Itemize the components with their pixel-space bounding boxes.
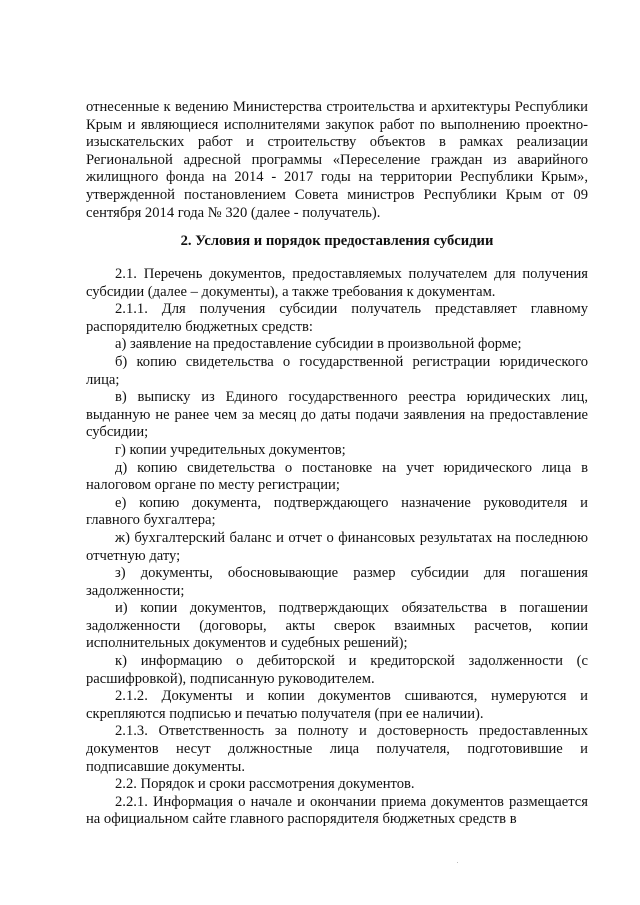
section-body — [86, 266, 588, 829]
list-item-a: а) заявление на предоставление субсидии в произвольной форме; — [115, 336, 522, 353]
intro-line: утвержденной постановлением Совета министров Республики Крым — [86, 186, 542, 203]
section-heading: 2. Условия и порядок предоставления субсидии — [180, 233, 494, 249]
scan-speck — [457, 862, 458, 863]
intro-paragraph — [86, 99, 588, 222]
list-item-i: и) копии документов, подтверждающих обязательства в погашении задолженности (договоры, акты сверок взаимных расчетов, копии исполнительных документов и судебных решений); — [86, 600, 588, 652]
intro-line: от 09 сентября 2014 года № 320 (далее - получатель). — [86, 186, 589, 221]
list-item-k: к) информацию о дебиторской и кредиторской задолженности (с расшифровкой), подписанную руководителем. — [86, 653, 588, 687]
paragraph-2-1-2: 2.1.2. Документы и копии документов сшиваются, нумеруются и скрепляются подписью и печатью получателя (при ее наличии). — [86, 688, 588, 722]
list-item-e: е) копию документа, подтверждающего назначение руководителя и главного бухгалтера; — [86, 494, 588, 529]
intro-line: Региональной адресной программы «Переселение граждан из аварийного — [86, 151, 588, 168]
intro-line: изыскательских работ и строительству объектов в рамках реализации — [86, 134, 588, 151]
paragraph-2-1-1: 2.1.1. Для получения субсидии получатель представляет главному распорядителю бюджетных средств: — [86, 301, 588, 335]
intro-line: жилищного фонда на 2014 - 2017 годы на территории Республики Крым», — [86, 169, 588, 186]
list-item-g: г) копии учредительных документов; — [115, 441, 346, 458]
paragraph-2-1: 2.1. Перечень документов, предоставляемых получателем для получения субсидии (далее – документы), а также требования к документам. — [86, 266, 588, 300]
list-item-b: б) копию свидетельства о государственной регистрации юридического лица; — [86, 353, 588, 388]
intro-line: Крым и являющиеся исполнителями закупок работ по выполнению проектно- — [86, 116, 588, 133]
intro-text — [86, 99, 588, 222]
intro-line: отнесенные к ведению Министерства строительства и архитектуры Республики — [86, 99, 588, 115]
list-item-v: в) выписку из Единого государственного реестра юридических лиц, выданную не ранее чем за месяц до даты подачи заявления на предоставление субсидии; — [86, 389, 588, 441]
list-item-d: д) копию свидетельства о постановке на учет юридического лица в налоговом органе по месту регистрации; — [86, 459, 588, 494]
paragraph-2-1-3: 2.1.3. Ответственность за полноту и достоверность предоставленных документов несут должностные лица получателя, подготовившие и подписавшие документы. — [86, 723, 588, 775]
paragraph-2-2: 2.2. Порядок и сроки рассмотрения документов. — [115, 776, 415, 793]
paragraph-2-2-1: 2.2.1. Информация о начале и окончании приема документов размещается на официальном сайте главного распорядителя бюджетных средств в — [86, 793, 588, 828]
list-item-z: з) документы, обосновывающие размер субсидии для погашения задолженности; — [86, 565, 588, 599]
list-item-zh: ж) бухгалтерский баланс и отчет о финансовых результатах на последнюю отчетную дату; — [86, 529, 588, 564]
